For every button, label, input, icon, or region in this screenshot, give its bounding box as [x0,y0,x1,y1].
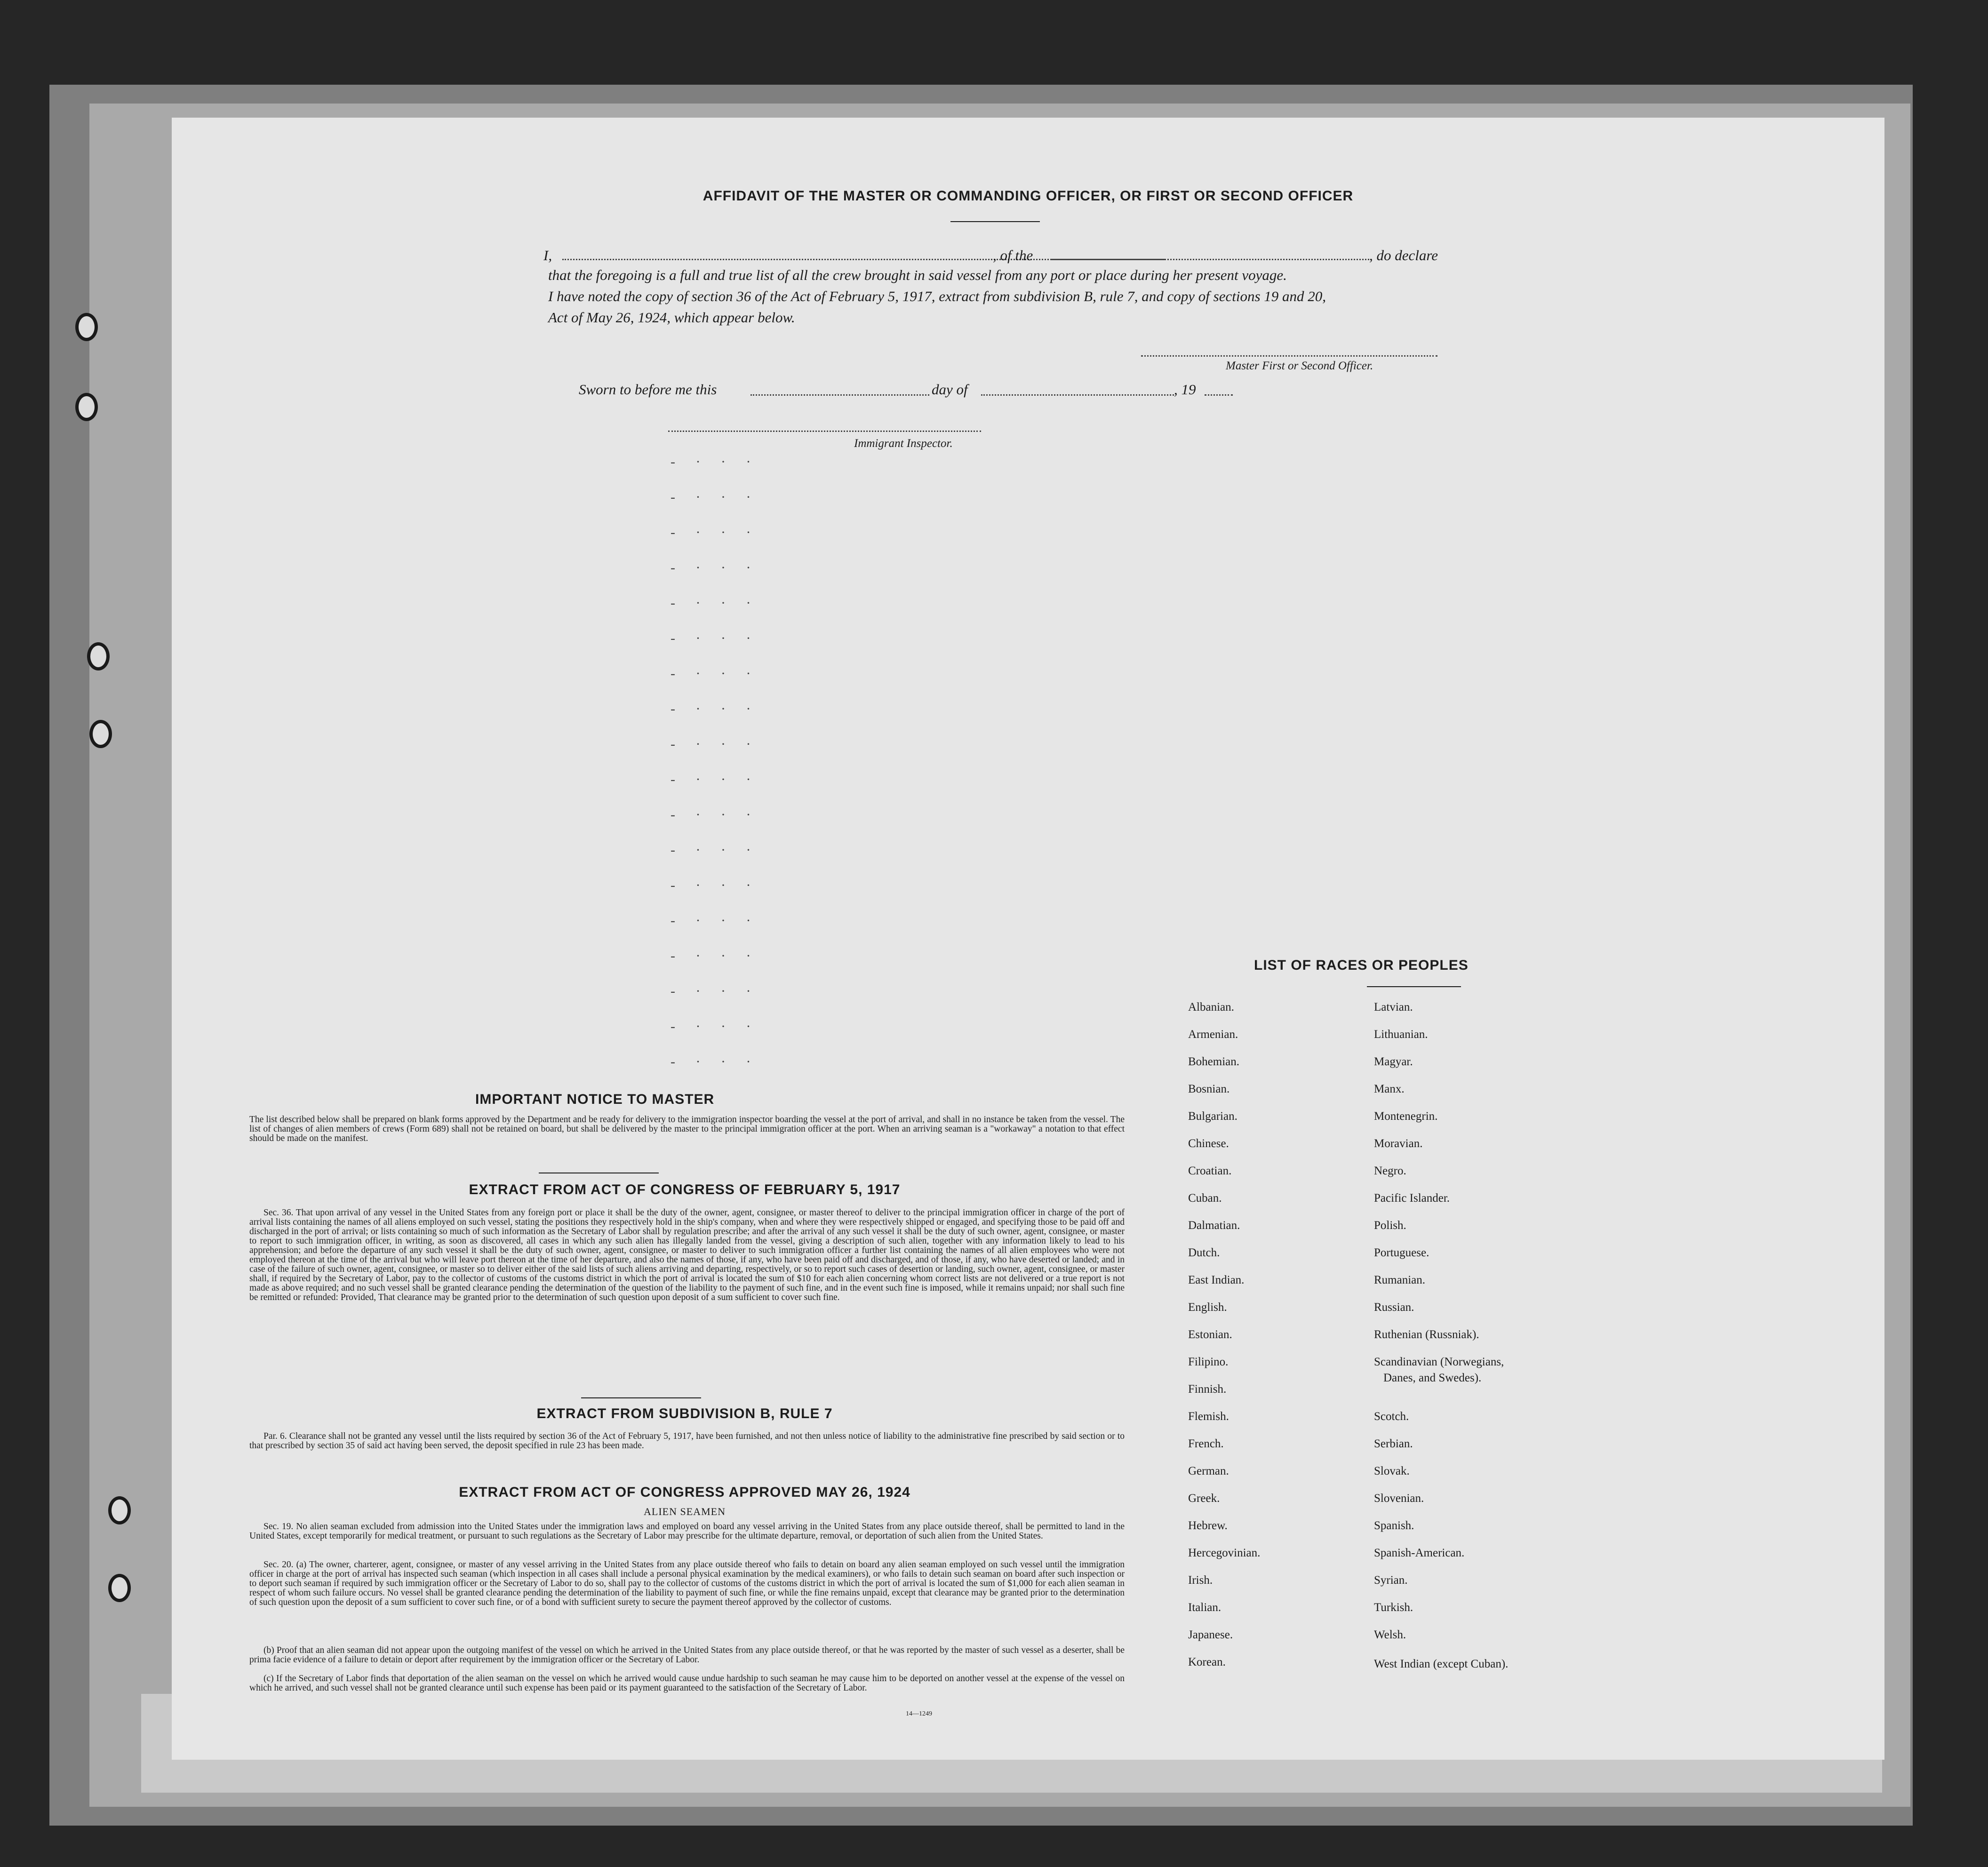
extract-1917-title: EXTRACT FROM ACT OF CONGRESS OF FEBRUARY 5, 1917 [469,1182,901,1197]
extract-1917-body: Sec. 36. That upon arrival of any vessel in the United States from any foreign port or place it shall be the duty of the owner, agent, consignee, or master thereof to deliver to the principal immigration officer in charge of the port of arrival lists containing the names of all aliens employed on such vessel, stating the positions they respectively hold in the ship's company, when and where they were respectively shipped or engaged, and specifying those to be paid off and discharged in the port of arrival; or lists containing so much of such information as the Secretary of Labor shall by regulation prescribe; and after the arrival of any such vessel it shall be the duty of such owner, agent, consignee, or master to report to such immigration officer, in writing, as soon as discovered, all cases in which any such alien has illegally landed from the vessel, giving a description of such alien, together with any information likely to lead to his apprehension; and before the departure of any such vessel it shall be the duty of such owner, agent, consignee, or master to deliver to such immigration officer a further list containing the names of all alien employees who were not employed thereon at the time of the arrival but who will leave port thereon at the time of her departure, and also the names of those, if any, who have been paid off and discharged, and of those, if any, who have deserted or landed; and in case of the failure of such owner, agent, consignee, or master so to deliver either of the said lists of such aliens arriving and departing, respectively, or so to report such cases of desertion or landing, such owner, agent, consignee, or master shall, if required by the Secretary of Labor, pay to the collector of customs of the customs district in which the port of arrival is located the sum of $10 for each alien concerning whom correct lists are not delivered or a true report is not made as above required; and no such vessel shall be granted clearance pending the determination of the question of the liability to the payment of such fine, and in the event such fine is imposed, while it remains unpaid; nor shall such fine be remitted or refunded: Provided, That clearance may be granted prior to the determination of such question upon deposit of a sum sufficient to cover such fine. [249,1208,1125,1302]
race-left: Irish. [1188,1574,1213,1587]
race-left: Cuban. [1188,1192,1222,1205]
sec-20c-body: (c) If the Secretary of Labor finds that deportation of the alien seaman on the vessel on which he arrived would cause undue hardship to such seaman he may cause him to be deported on another vessel at the expense of the vessel on which he arrived, and such vessel shall not be granted clearance until such expense has been paid or its payment guaranteed to the satisfaction of the Secretary of Labor. [249,1674,1125,1693]
show-through-dots: - · · · [671,454,759,470]
master-caption: Master First or Second Officer. [1226,359,1373,372]
show-through-dots: - · · · [671,489,759,505]
show-through-dots: - · · · [671,1019,759,1034]
sworn-label: Sworn to before me this [579,381,717,398]
alien-seamen-subtitle: ALIEN SEAMEN [644,1506,726,1517]
race-left: English. [1188,1301,1227,1314]
show-through-dots: - · · · [671,1054,759,1069]
race-right: Spanish. [1374,1519,1414,1532]
race-left: Croatian. [1188,1165,1232,1177]
show-through-dots: - · · · [671,560,759,575]
race-left: German. [1188,1465,1229,1477]
affidavit-of-the: , of the [993,247,1033,263]
race-right: Ruthenian (Russniak). [1374,1328,1479,1341]
sec-20a-body: Sec. 20. (a) The owner, charterer, agent, consignee, or master of any vessel arriving in the United States from any place outside thereof who fails to detain on board any alien seaman employed on such vessel until the immigration officer in charge at the port of arrival has inspected such seaman (which inspection in all cases shall include a personal physical examination by the medical examiners), or who fails to detain such seaman on board after such inspection or to deport such seaman if required by such immigration officer or the Secretary of Labor to do so, shall pay to the collector of customs of the customs district in which the port of arrival is located the sum of $1,000 for each alien seaman in respect of whom such failure occurs. No vessel shall be granted clearance pending the determination of the liability to payment of such fine, or while the fine remains unpaid, except that clearance may be granted prior to the determination of such question upon the deposit of a sum sufficient to cover such fine, or of a bond with sufficient surety to secure the payment thereof approved by the collector of customs. [249,1560,1125,1607]
race-left: Korean. [1188,1656,1226,1668]
show-through-dots: - · · · [671,913,759,928]
race-left: Hercegovinian. [1188,1547,1261,1559]
race-right: Turkish. [1374,1601,1413,1614]
day-of-label: day of [932,381,968,398]
binder-hole [108,1574,131,1602]
show-through-dots: - · · · [671,983,759,999]
race-left: Albanian. [1188,1001,1234,1013]
race-right: Scandinavian (Norwegians, [1374,1356,1504,1368]
race-right: Russian. [1374,1301,1414,1314]
notice-body: The list described below shall be prepared on blank forms approved by the Department and be ready for delivery to the immigration inspector boarding the vessel at the port of arrival, and shall in no instance be taken from the vessel. The list of changes of alien members of crews (Form 689) shall not be retained on board, but shall be delivered by the master to the principal immigration officer at the port. When an arriving seaman is a "workaway" a notation to that effect should be made on the manifest. [249,1115,1125,1143]
race-right-continuation: Danes, and Swedes). [1383,1372,1482,1384]
notice-title: IMPORTANT NOTICE TO MASTER [475,1092,715,1107]
binder-hole [89,720,112,748]
show-through-dots: - · · · [671,842,759,858]
races-title: LIST OF RACES OR PEOPLES [1254,957,1469,973]
extract-1924-title: EXTRACT FROM ACT OF CONGRESS APPROVED MAY 26, 1924 [459,1484,910,1500]
binder-hole [75,313,98,341]
race-left: Greek. [1188,1492,1220,1505]
inspector-signature-line [668,431,981,432]
race-left: Dalmatian. [1188,1219,1240,1232]
affidavit-line-4: Act of May 26, 1924, which appear below. [548,309,795,326]
year-blank [1205,394,1233,396]
form-number: 14—1249 [906,1710,932,1717]
affidavit-i-label: I, [543,247,552,263]
title-rule [950,221,1040,222]
race-right: Lithuanian. [1374,1028,1428,1041]
race-left: Estonian. [1188,1328,1232,1341]
race-left: Japanese. [1188,1628,1233,1641]
race-left: French. [1188,1437,1224,1450]
race-left: Armenian. [1188,1028,1238,1041]
sworn-month-blank [981,394,1174,396]
show-through-dots: - · · · [671,595,759,611]
race-right: Scotch. [1374,1410,1409,1423]
race-right: West Indian (except Cuban). [1374,1658,1509,1670]
year-prefix: , 19 [1174,381,1196,398]
affidavit-line-3: I have noted the copy of section 36 of the Act of February 5, 1917, extract from subdivision B, rule 7, and copy of sections 19 and 20, [548,288,1326,304]
show-through-dots: - · · · [671,948,759,964]
race-left: Filipino. [1188,1356,1229,1368]
affidavit-line-2: that the foregoing is a full and true list of all the crew brought in said vessel from any port or place during her present voyage. [548,267,1287,283]
races-rule [1367,986,1461,987]
race-left: Finnish. [1188,1383,1227,1396]
show-through-dots: - · · · [671,666,759,681]
race-right: Moravian. [1374,1137,1423,1150]
show-through-dots: - · · · [671,878,759,893]
affidavit-title: AFFIDAVIT OF THE MASTER OR COMMANDING OFFICER, OR FIRST OR SECOND OFFICER [703,188,1354,204]
vessel-blank [1052,259,1369,260]
race-right: Portuguese. [1374,1246,1429,1259]
race-right: Negro. [1374,1165,1406,1177]
race-right: Slovenian. [1374,1492,1424,1505]
race-left: Dutch. [1188,1246,1220,1259]
race-right: Welsh. [1374,1628,1406,1641]
binder-hole [75,393,98,421]
race-right: Montenegrin. [1374,1110,1438,1123]
rule-7-body: Par. 6. Clearance shall not be granted any vessel until the lists required by section 36 of the Act of February 5, 1917, have been furnished, and not then unless notice of liability to the administrative fine prescribed by said section or to that prescribed by section 35 of said act having been served, the deposit specified in rule 23 has been made. [249,1431,1125,1451]
show-through-dots: - · · · [671,525,759,540]
race-right: Slovak. [1374,1465,1410,1477]
rule-7-title: EXTRACT FROM SUBDIVISION B, RULE 7 [536,1406,833,1421]
race-right: Latvian. [1374,1001,1413,1013]
inspector-caption: Immigrant Inspector. [854,437,953,450]
race-right: Syrian. [1374,1574,1408,1587]
race-left: Hebrew. [1188,1519,1228,1532]
race-left: East Indian. [1188,1274,1245,1286]
race-right: Magyar. [1374,1055,1413,1068]
show-through-dots: - · · · [671,630,759,646]
show-through-dots: - · · · [671,701,759,717]
race-right: Serbian. [1374,1437,1413,1450]
race-right: Polish. [1374,1219,1406,1232]
show-through-dots: - · · · [671,736,759,752]
race-left: Bulgarian. [1188,1110,1238,1123]
race-right: Rumanian. [1374,1274,1426,1286]
sec-19-body: Sec. 19. No alien seaman excluded from admission into the United States under the immigration laws and employed on board any vessel arriving in the United States from any place outside thereof, shall be permitted to land in the United States, except temporarily for medical treatment, or pursuant to such regulations as the Secretary of Labor may prescribe for the ultimate departure, removal, or deportation of such alien from the United States. [249,1522,1125,1541]
race-left: Flemish. [1188,1410,1229,1423]
form-page [172,118,1884,1760]
race-left: Chinese. [1188,1137,1229,1150]
show-through-dots: - · · · [671,807,759,822]
race-left: Italian. [1188,1601,1222,1614]
race-left: Bohemian. [1188,1055,1240,1068]
sworn-day-blank [750,394,929,396]
affidavit-do-declare: , do declare [1369,247,1438,263]
race-right: Pacific Islander. [1374,1192,1450,1205]
race-right: Manx. [1374,1083,1405,1095]
sec-20b-body: (b) Proof that an alien seaman did not appear upon the outgoing manifest of the vessel on which he arrived in the United States from any place outside thereof, or that he was reported by the master of such vessel as a deserter, shall be prima facie evidence of a failure to detain or deport after requirement by the immigration officer or the Secretary of Labor. [249,1645,1125,1665]
section-rule [581,1397,701,1398]
race-right: Spanish-American. [1374,1547,1465,1559]
show-through-dots: - · · · [671,772,759,787]
race-left: Bosnian. [1188,1083,1230,1095]
binder-hole [87,642,110,670]
binder-hole [108,1496,131,1524]
